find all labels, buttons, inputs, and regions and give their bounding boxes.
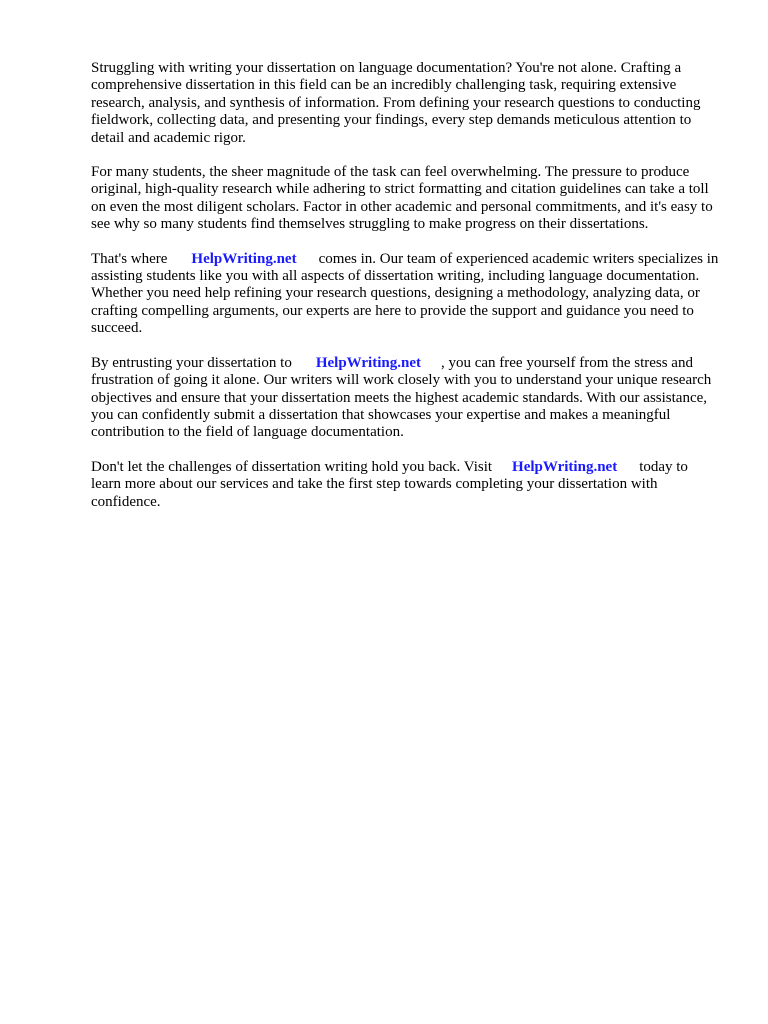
helpwriting-link-1[interactable]: HelpWriting.net: [191, 250, 297, 267]
paragraph-cta-text: today to learn more about our services and take the first step towards completing your dissertation with confidence.: [91, 458, 688, 510]
helpwriting-link-3[interactable]: HelpWriting.net: [512, 458, 618, 475]
paragraph-cta: [91, 459, 721, 511]
paragraph-challenges-text: For many students, the sheer magnitude of the task can feel overwhelming. The pressure to produce original, high-quality research while adhering to strict formatting and citation guidelines can take a toll on even the most diligent scholars. Factor in other academic and personal commitments, and it's easy to see why so many students find themselves struggling to make progress on their dissertations.: [91, 164, 713, 233]
paragraph-entrust: [91, 355, 721, 442]
paragraph-intro-text: Struggling with writing your dissertation on language documentation? You're not alone. Crafting a comprehensive dissertation in this field can be an incredibly challenging task, requiring extensive research, analysis, and synthesis of information. From defining your research questions to conducting fieldwork, collecting data, and presenting your findings, every step demands meticulous attention to detail and academic rigor.: [91, 60, 701, 146]
document-body: [91, 60, 721, 528]
paragraph-service-text: comes in. Our team of experienced academic writers specializes in assisting students like you with all aspects of dissertation writing, including language documentation. Whether you need help refining your research questions, designing a methodology, analyzing data, or crafting compelling arguments, our experts are here to provide the support and guidance you need to succeed.: [91, 250, 719, 337]
paragraph-service: [91, 251, 721, 338]
paragraph-entrust-lead: By entrusting your dissertation to: [91, 354, 292, 371]
paragraph-cta-lead: Don't let the challenges of dissertation writing hold you back. Visit: [91, 458, 493, 475]
paragraph-service-lead: That's where: [91, 250, 168, 267]
paragraph-challenges: [91, 164, 721, 234]
helpwriting-link-2[interactable]: HelpWriting.net: [315, 354, 421, 371]
paragraph-intro: [91, 60, 721, 147]
paragraph-entrust-text: , you can free yourself from the stress and frustration of going it alone. Our writers will work closely with you to understand your unique research objectives and ensure that your dissertation meets the highest academic standards. With our assistance, you can confidently submit a dissertation that showcases your expertise and makes a meaningful contribution to the field of language documentation.: [91, 354, 712, 441]
